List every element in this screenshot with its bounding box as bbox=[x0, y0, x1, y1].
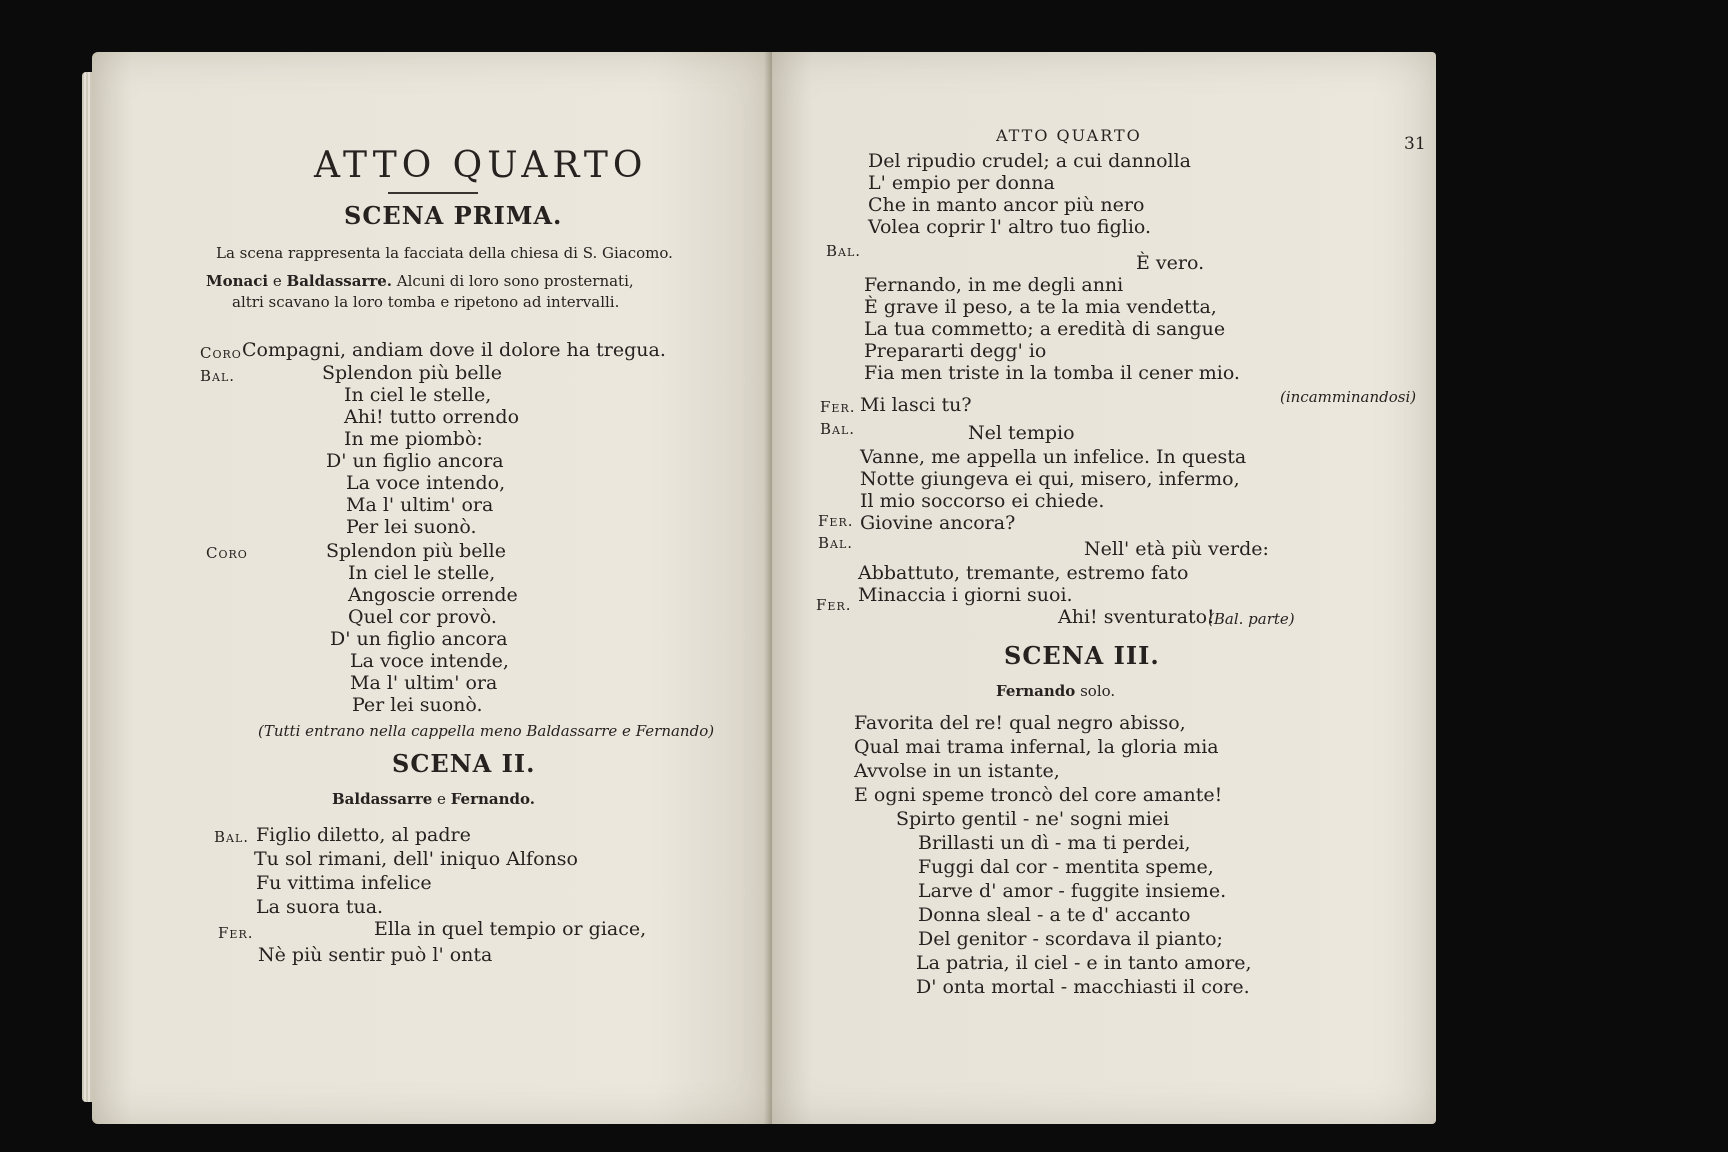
verse-line: La tua commetto; a eredità di sangue bbox=[864, 318, 1226, 340]
verse-line: Giovine ancora? bbox=[860, 512, 1016, 534]
verse-line: Fu vittima infelice bbox=[256, 872, 432, 894]
verse-line: Notte giungeva ei qui, misero, infermo, bbox=[860, 468, 1240, 490]
verse-line: Ella in quel tempio or giace, bbox=[374, 918, 647, 940]
verse-line: In ciel le stelle, bbox=[344, 384, 492, 406]
verse-line: Del genitor - scordava il pianto; bbox=[918, 928, 1223, 950]
char-baldassarre: Baldassarre. bbox=[286, 272, 393, 290]
exit-direction: (Tutti entrano nella cappella meno Baldassarre e Fernando) bbox=[258, 722, 715, 740]
verse-line: L' empio per donna bbox=[868, 172, 1055, 194]
verse-line: Figlio diletto, al padre bbox=[256, 824, 471, 846]
char-and: e bbox=[437, 790, 446, 808]
verse-line: Fernando, in me degli anni bbox=[864, 274, 1124, 296]
verse-line: Fuggi dal cor - mentita speme, bbox=[918, 856, 1214, 878]
char-fernando: Fernando bbox=[996, 682, 1076, 700]
verse-line: È vero. bbox=[1136, 252, 1205, 274]
verse-line: Il mio soccorso ei chiede. bbox=[860, 490, 1105, 512]
scene1-stage-2: altri scavano la loro tomba e ripetono ad intervalli. bbox=[232, 293, 620, 311]
verse-line: Che in manto ancor più nero bbox=[868, 194, 1145, 216]
scene1-stage-1: Alcuni di loro sono prosternati, bbox=[396, 272, 634, 290]
left-page bbox=[92, 52, 772, 1124]
verse-line: Tu sol rimani, dell' iniquo Alfonso bbox=[254, 848, 578, 870]
verse-line: Ahi! sventurato! bbox=[1058, 606, 1215, 628]
right-page bbox=[772, 52, 1436, 1124]
act-title: ATTO QUARTO bbox=[314, 145, 648, 186]
verse-line: Mi lasci tu? bbox=[860, 394, 972, 416]
verse-line: Nel tempio bbox=[968, 422, 1075, 444]
verse-line: Angoscie orrende bbox=[348, 584, 518, 606]
verse-line: Nè più sentir può l' onta bbox=[258, 944, 493, 966]
verse-line: Vanne, me appella un infelice. In questa bbox=[860, 446, 1247, 468]
title-rule bbox=[388, 192, 478, 194]
verse-line: Abbattuto, tremante, estremo fato bbox=[858, 562, 1189, 584]
scene3-characters bbox=[996, 684, 1115, 699]
verse-line: Splendon più belle bbox=[326, 540, 506, 562]
verse-line: Quel cor provò. bbox=[348, 606, 497, 628]
verse-line: Volea coprir l' altro tuo figlio. bbox=[868, 216, 1152, 238]
running-head: ATTO QUARTO bbox=[996, 126, 1142, 145]
open-book bbox=[92, 52, 1440, 1130]
verse-line: Prepararti degg' io bbox=[864, 340, 1047, 362]
scene2-title: SCENA II. bbox=[392, 749, 536, 778]
speaker-label: Bal. bbox=[200, 367, 236, 385]
char-solo: solo. bbox=[1080, 682, 1116, 700]
scene1-characters bbox=[206, 274, 634, 289]
verse-line: La voce intendo, bbox=[346, 472, 506, 494]
char-monaci: Monaci bbox=[206, 272, 269, 290]
char-and: e bbox=[272, 272, 282, 290]
verse-line: Qual mai trama infernal, la gloria mia bbox=[854, 736, 1219, 758]
verse-line: Spirto gentil - ne' sogni miei bbox=[896, 808, 1170, 830]
verse-line: Ma l' ultim' ora bbox=[350, 672, 498, 694]
speaker-label: Coro bbox=[200, 344, 242, 362]
verse-line: Avvolse in un istante, bbox=[854, 760, 1060, 782]
verse-line: Brillasti un dì - ma ti perdei, bbox=[918, 832, 1191, 854]
verse-line: E ogni speme troncò del core amante! bbox=[854, 784, 1223, 806]
verse-line: Favorita del re! qual negro abisso, bbox=[854, 712, 1186, 734]
verse-line: Del ripudio crudel; a cui dannolla bbox=[868, 150, 1191, 172]
scene3-title: SCENA III. bbox=[1004, 641, 1160, 670]
speaker-label: Fer. bbox=[816, 596, 852, 614]
verse-line: Per lei suonò. bbox=[346, 516, 477, 538]
scene2-characters bbox=[332, 792, 535, 807]
verse-line: D' un figlio ancora bbox=[326, 450, 504, 472]
speaker-label: Bal. bbox=[818, 534, 854, 552]
speaker-label: Bal. bbox=[214, 828, 250, 846]
verse-line: Nell' età più verde: bbox=[1084, 538, 1269, 560]
speaker-label: Bal. bbox=[826, 242, 862, 260]
scene1-title: SCENA PRIMA. bbox=[344, 201, 563, 230]
verse-line: In ciel le stelle, bbox=[348, 562, 496, 584]
speaker-label: Fer. bbox=[820, 398, 856, 416]
speaker-label: Coro bbox=[206, 544, 248, 562]
verse-line: Compagni, andiam dove il dolore ha tregua. bbox=[242, 339, 666, 361]
verse-line: Larve d' amor - fuggite insieme. bbox=[918, 880, 1227, 902]
verse-line: Splendon più belle bbox=[322, 362, 502, 384]
page-number: 31 bbox=[1404, 134, 1426, 154]
verse-line: La suora tua. bbox=[256, 896, 384, 918]
verse-line: Donna sleal - a te d' accanto bbox=[918, 904, 1191, 926]
speaker-label: Bal. bbox=[820, 420, 856, 438]
verse-line: Per lei suonò. bbox=[352, 694, 483, 716]
speaker-label: Fer. bbox=[818, 512, 854, 530]
stage-direction: (incamminandosi) bbox=[1280, 388, 1417, 406]
verse-line: Fia men triste in la tomba il cener mio. bbox=[864, 362, 1240, 384]
verse-line: La patria, il ciel - e in tanto amore, bbox=[916, 952, 1252, 974]
verse-line: Minaccia i giorni suoi. bbox=[858, 584, 1073, 606]
verse-line: È grave il peso, a te la mia vendetta, bbox=[864, 296, 1217, 318]
verse-line: Ahi! tutto orrendo bbox=[344, 406, 520, 428]
verse-line: Ma l' ultim' ora bbox=[346, 494, 494, 516]
verse-line: In me piombò: bbox=[344, 428, 483, 450]
verse-line: La voce intende, bbox=[350, 650, 509, 672]
scene1-setting: La scena rappresenta la facciata della chiesa di S. Giacomo. bbox=[216, 244, 673, 262]
char-fernando: Fernando. bbox=[450, 790, 535, 808]
char-baldassarre: Baldassarre bbox=[332, 790, 433, 808]
stage-direction: (Bal. parte) bbox=[1208, 610, 1295, 628]
verse-line: D' un figlio ancora bbox=[330, 628, 508, 650]
verse-line: D' onta mortal - macchiasti il core. bbox=[916, 976, 1250, 998]
speaker-label: Fer. bbox=[218, 924, 254, 942]
